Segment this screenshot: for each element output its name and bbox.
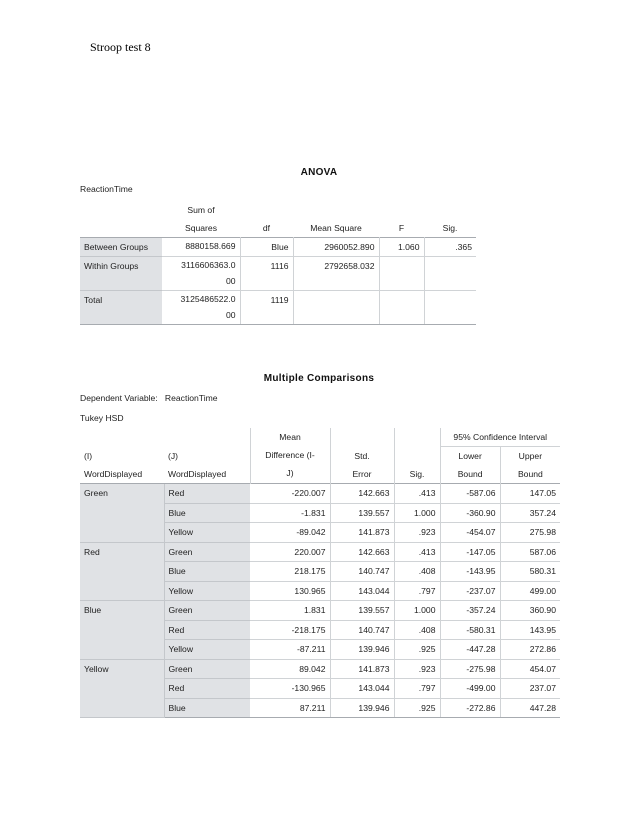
mc-upper-bound: 360.90 bbox=[500, 601, 560, 621]
anova-ss-cell bbox=[162, 291, 240, 325]
mc-header-i-line2: WordDisplayed bbox=[84, 469, 143, 479]
mc-header-i-line1: (I) bbox=[84, 451, 93, 461]
mc-lower-bound: -447.28 bbox=[440, 640, 500, 660]
mc-mean-difference: -1.831 bbox=[250, 503, 330, 523]
mc-lower-bound: -499.00 bbox=[440, 679, 500, 699]
mc-comparison-label: Red bbox=[164, 679, 250, 699]
anova-row bbox=[80, 257, 476, 291]
anova-dependent-variable: ReactionTime bbox=[80, 184, 133, 194]
mc-header-sig: Sig. bbox=[394, 428, 440, 484]
mc-group-label: Red bbox=[80, 542, 164, 601]
mc-std-error: 143.044 bbox=[330, 679, 394, 699]
mc-header-lower-line1: Lower bbox=[458, 451, 482, 461]
mc-mean-difference: -130.965 bbox=[250, 679, 330, 699]
mc-sig: .413 bbox=[394, 484, 440, 504]
mc-sig: .923 bbox=[394, 659, 440, 679]
mc-header-mean-difference bbox=[250, 428, 330, 484]
mc-header-md-line1: Mean bbox=[279, 432, 301, 442]
mc-header-md-line3: J) bbox=[286, 468, 294, 478]
anova-ss-value: 3116606363.0 bbox=[181, 260, 236, 270]
mc-comparison-label: Blue bbox=[164, 503, 250, 523]
mc-upper-bound: 147.05 bbox=[500, 484, 560, 504]
mc-mean-difference: 1.831 bbox=[250, 601, 330, 621]
anova-df-value: Blue bbox=[240, 238, 293, 257]
mc-dependent-value: ReactionTime bbox=[164, 393, 218, 403]
anova-ss-value: 3125486522.0 bbox=[180, 294, 236, 304]
mc-sig: .923 bbox=[394, 523, 440, 543]
mc-std-error: 141.873 bbox=[330, 659, 394, 679]
anova-header-blank bbox=[80, 201, 162, 238]
mc-mean-difference: -218.175 bbox=[250, 620, 330, 640]
mc-header-upper-line1: Upper bbox=[518, 451, 543, 461]
mc-mean-difference: -89.042 bbox=[250, 523, 330, 543]
mc-method: Tukey HSD bbox=[80, 413, 124, 423]
anova-ss-continued: 00 bbox=[225, 310, 236, 320]
mc-row bbox=[80, 484, 560, 504]
mc-header-ci-title: 95% Confidence Interval bbox=[441, 428, 561, 447]
anova-header-ms: Mean Square bbox=[310, 223, 362, 233]
anova-header-sig: Sig. bbox=[442, 223, 458, 233]
mc-comparison-label: Yellow bbox=[164, 523, 250, 543]
mc-mean-difference: 220.007 bbox=[250, 542, 330, 562]
anova-row-label: Total bbox=[80, 291, 162, 325]
anova-header-ss bbox=[162, 201, 240, 238]
mc-header-upper-bound bbox=[501, 447, 560, 483]
document-title: Stroop test 8 bbox=[90, 40, 151, 54]
mc-row bbox=[80, 542, 560, 562]
mc-sig: .925 bbox=[394, 640, 440, 660]
mc-header-lower-bound bbox=[441, 447, 501, 483]
mc-std-error: 140.747 bbox=[330, 562, 394, 582]
mc-sig: .408 bbox=[394, 562, 440, 582]
anova-ms-value bbox=[293, 291, 379, 325]
mc-header-lower-line2: Bound bbox=[457, 469, 483, 479]
mc-lower-bound: -272.86 bbox=[440, 698, 500, 718]
mc-upper-bound: 580.31 bbox=[500, 562, 560, 582]
mc-lower-bound: -143.95 bbox=[440, 562, 500, 582]
mc-upper-bound: 357.24 bbox=[500, 503, 560, 523]
anova-header-f: F bbox=[398, 223, 405, 233]
mc-comparison-label: Blue bbox=[164, 562, 250, 582]
mc-std-error: 139.946 bbox=[330, 640, 394, 660]
mc-std-error: 140.747 bbox=[330, 620, 394, 640]
mc-std-error: 142.663 bbox=[330, 484, 394, 504]
mc-sig: .408 bbox=[394, 620, 440, 640]
mc-group-label: Blue bbox=[80, 601, 164, 660]
mc-mean-difference: 218.175 bbox=[250, 562, 330, 582]
mc-std-error: 139.557 bbox=[330, 503, 394, 523]
anova-sig-value bbox=[424, 257, 476, 291]
mc-header-md-line2: Difference (I- bbox=[265, 450, 315, 460]
mc-group-label: Yellow bbox=[80, 659, 164, 718]
mc-upper-bound: 143.95 bbox=[500, 620, 560, 640]
mc-mean-difference: 89.042 bbox=[250, 659, 330, 679]
mc-lower-bound: -147.05 bbox=[440, 542, 500, 562]
mc-std-error: 141.873 bbox=[330, 523, 394, 543]
mc-mean-difference: 87.211 bbox=[250, 698, 330, 718]
mc-header-se-line1: Std. bbox=[354, 451, 370, 461]
anova-ss-value: 8880158.669 bbox=[185, 241, 236, 251]
mc-header-i bbox=[80, 428, 164, 484]
mc-header-ci bbox=[440, 428, 560, 484]
anova-df-value: 1119 bbox=[240, 291, 293, 325]
mc-header-std-error bbox=[330, 428, 394, 484]
mc-comparison-label: Green bbox=[164, 542, 250, 562]
mc-std-error: 142.663 bbox=[330, 542, 394, 562]
anova-ms-value: 2960052.890 bbox=[293, 238, 379, 257]
mc-upper-bound: 447.28 bbox=[500, 698, 560, 718]
mc-dependent-label: Dependent Variable: bbox=[80, 393, 158, 403]
mc-header-j bbox=[164, 428, 250, 484]
mc-comparison-label: Red bbox=[164, 620, 250, 640]
mc-sig: .413 bbox=[394, 542, 440, 562]
mc-row bbox=[80, 659, 560, 679]
mc-header-j-line2: WordDisplayed bbox=[168, 469, 227, 479]
anova-ms-value: 2792658.032 bbox=[293, 257, 379, 291]
mc-upper-bound: 499.00 bbox=[500, 581, 560, 601]
mc-lower-bound: -360.90 bbox=[440, 503, 500, 523]
mc-comparison-label: Red bbox=[164, 484, 250, 504]
mc-mean-difference: 130.965 bbox=[250, 581, 330, 601]
mc-row bbox=[80, 601, 560, 621]
anova-sig-value bbox=[424, 291, 476, 325]
mc-comparison-label: Yellow bbox=[164, 581, 250, 601]
anova-sig-value: .365 bbox=[424, 238, 476, 257]
anova-header-ss-line1: Sum of bbox=[187, 205, 215, 215]
mc-table bbox=[80, 428, 560, 718]
anova-row bbox=[80, 291, 476, 325]
mc-std-error: 139.557 bbox=[330, 601, 394, 621]
mc-lower-bound: -237.07 bbox=[440, 581, 500, 601]
mc-title: Multiple Comparisons bbox=[263, 373, 375, 384]
mc-dependent-variable bbox=[80, 393, 218, 403]
mc-sig: .797 bbox=[394, 679, 440, 699]
mc-comparison-label: Green bbox=[164, 659, 250, 679]
mc-comparison-label: Yellow bbox=[164, 640, 250, 660]
anova-df-value: 1116 bbox=[240, 257, 293, 291]
anova-row-label: Within Groups bbox=[80, 257, 162, 291]
mc-std-error: 139.946 bbox=[330, 698, 394, 718]
mc-lower-bound: -454.07 bbox=[440, 523, 500, 543]
anova-header-df: df bbox=[262, 223, 271, 233]
anova-row bbox=[80, 238, 476, 257]
mc-mean-difference: -220.007 bbox=[250, 484, 330, 504]
anova-f-value bbox=[379, 291, 424, 325]
mc-sig: .925 bbox=[394, 698, 440, 718]
mc-lower-bound: -275.98 bbox=[440, 659, 500, 679]
mc-upper-bound: 275.98 bbox=[500, 523, 560, 543]
mc-header-j-line1: (J) bbox=[168, 451, 179, 461]
mc-header-upper-line2: Bound bbox=[517, 469, 543, 479]
mc-upper-bound: 237.07 bbox=[500, 679, 560, 699]
anova-ss-continued: 00 bbox=[225, 276, 236, 286]
mc-header-se-line2: Error bbox=[352, 469, 372, 479]
mc-lower-bound: -587.06 bbox=[440, 484, 500, 504]
mc-upper-bound: 587.06 bbox=[500, 542, 560, 562]
mc-comparison-label: Green bbox=[164, 601, 250, 621]
mc-sig: 1.000 bbox=[394, 503, 440, 523]
mc-upper-bound: 272.86 bbox=[500, 640, 560, 660]
mc-sig: .797 bbox=[394, 581, 440, 601]
anova-ss-cell bbox=[162, 238, 240, 257]
mc-comparison-label: Blue bbox=[164, 698, 250, 718]
mc-upper-bound: 454.07 bbox=[500, 659, 560, 679]
anova-title: ANOVA bbox=[300, 167, 338, 178]
mc-sig: 1.000 bbox=[394, 601, 440, 621]
anova-f-value: 1.060 bbox=[379, 238, 424, 257]
mc-group-label: Green bbox=[80, 484, 164, 543]
mc-std-error: 143.044 bbox=[330, 581, 394, 601]
mc-mean-difference: -87.211 bbox=[250, 640, 330, 660]
anova-table bbox=[80, 201, 476, 325]
anova-header-ss-line2: Squares bbox=[184, 223, 217, 233]
anova-f-value bbox=[379, 257, 424, 291]
anova-ss-cell bbox=[162, 257, 240, 291]
anova-row-label: Between Groups bbox=[80, 238, 162, 257]
mc-lower-bound: -580.31 bbox=[440, 620, 500, 640]
mc-lower-bound: -357.24 bbox=[440, 601, 500, 621]
